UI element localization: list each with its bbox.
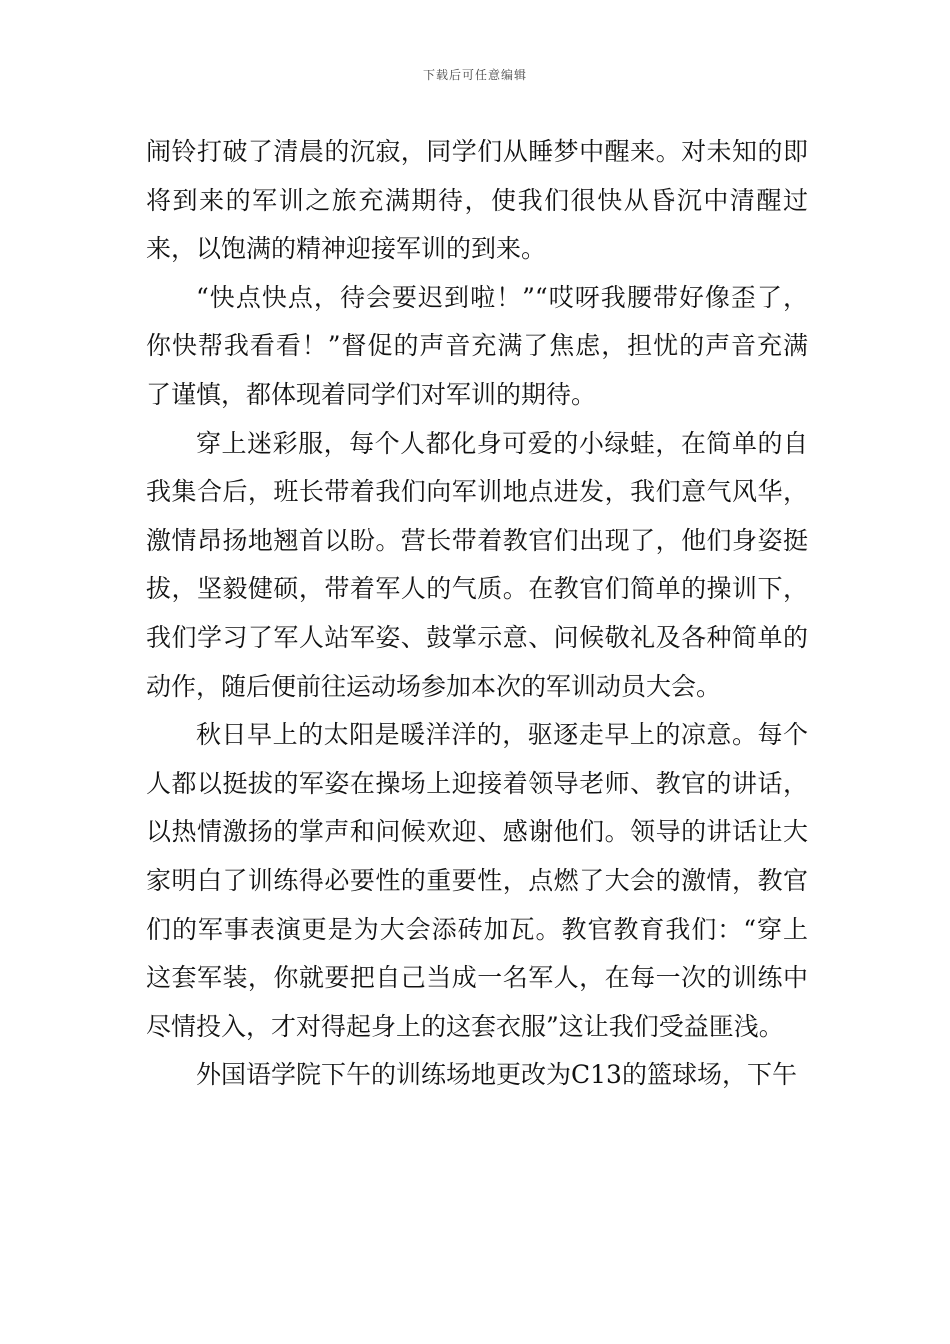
paragraph-3: 穿上迷彩服，每个人都化身可爱的小绿蛙，在简单的自我集合后，班长带着我们向军训地点进发，我们意气风华，激情昂扬地翘首以盼。营长带着教官们出现了，他们身姿挺拔，坚毅健硕，带着军人的气质。在教官们简单的操训下，我们学习了军人站军姿、鼓掌示意、问候敬礼及各种简单的动作，随后便前往运动场参加本次的军训动员大会。 [146, 428, 808, 701]
paragraph-4: 秋日早上的太阳是暖洋洋的，驱逐走早上的凉意。每个人都以挺拔的军姿在操场上迎接着领导老师、教官的讲话，以热情激扬的掌声和问候欢迎、感谢他们。领导的讲话让大家明白了训练得必要性的重要性，点燃了大会的激情，教官们的军事表演更是为大会添砖加瓦。教官教育我们：“穿上这套军装，你就要把自己当成一名军人，在每一次的训练中尽情投入，才对得起身上的这套衣服”这让我们受益匪浅。 [146, 720, 808, 1041]
paragraph-1: 闹铃打破了清晨的沉寂，同学们从睡梦中醒来。对未知的即将到来的军训之旅充满期待，使我们很快从昏沉中清醒过来，以饱满的精神迎接军训的到来。 [146, 137, 808, 264]
document-body [146, 128, 808, 1100]
paragraph-5: 外国语学院下午的训练场地更改为C13的篮球场，下午 [196, 1060, 797, 1090]
page-header: 下载后可任意编辑 [422, 68, 527, 82]
paragraph-2: “快点快点，待会要迟到啦！”“哎呀我腰带好像歪了，你快帮我看看！”督促的声音充满了焦虑，担忧的声音充满了谨慎，都体现着同学们对军训的期待。 [146, 282, 808, 409]
